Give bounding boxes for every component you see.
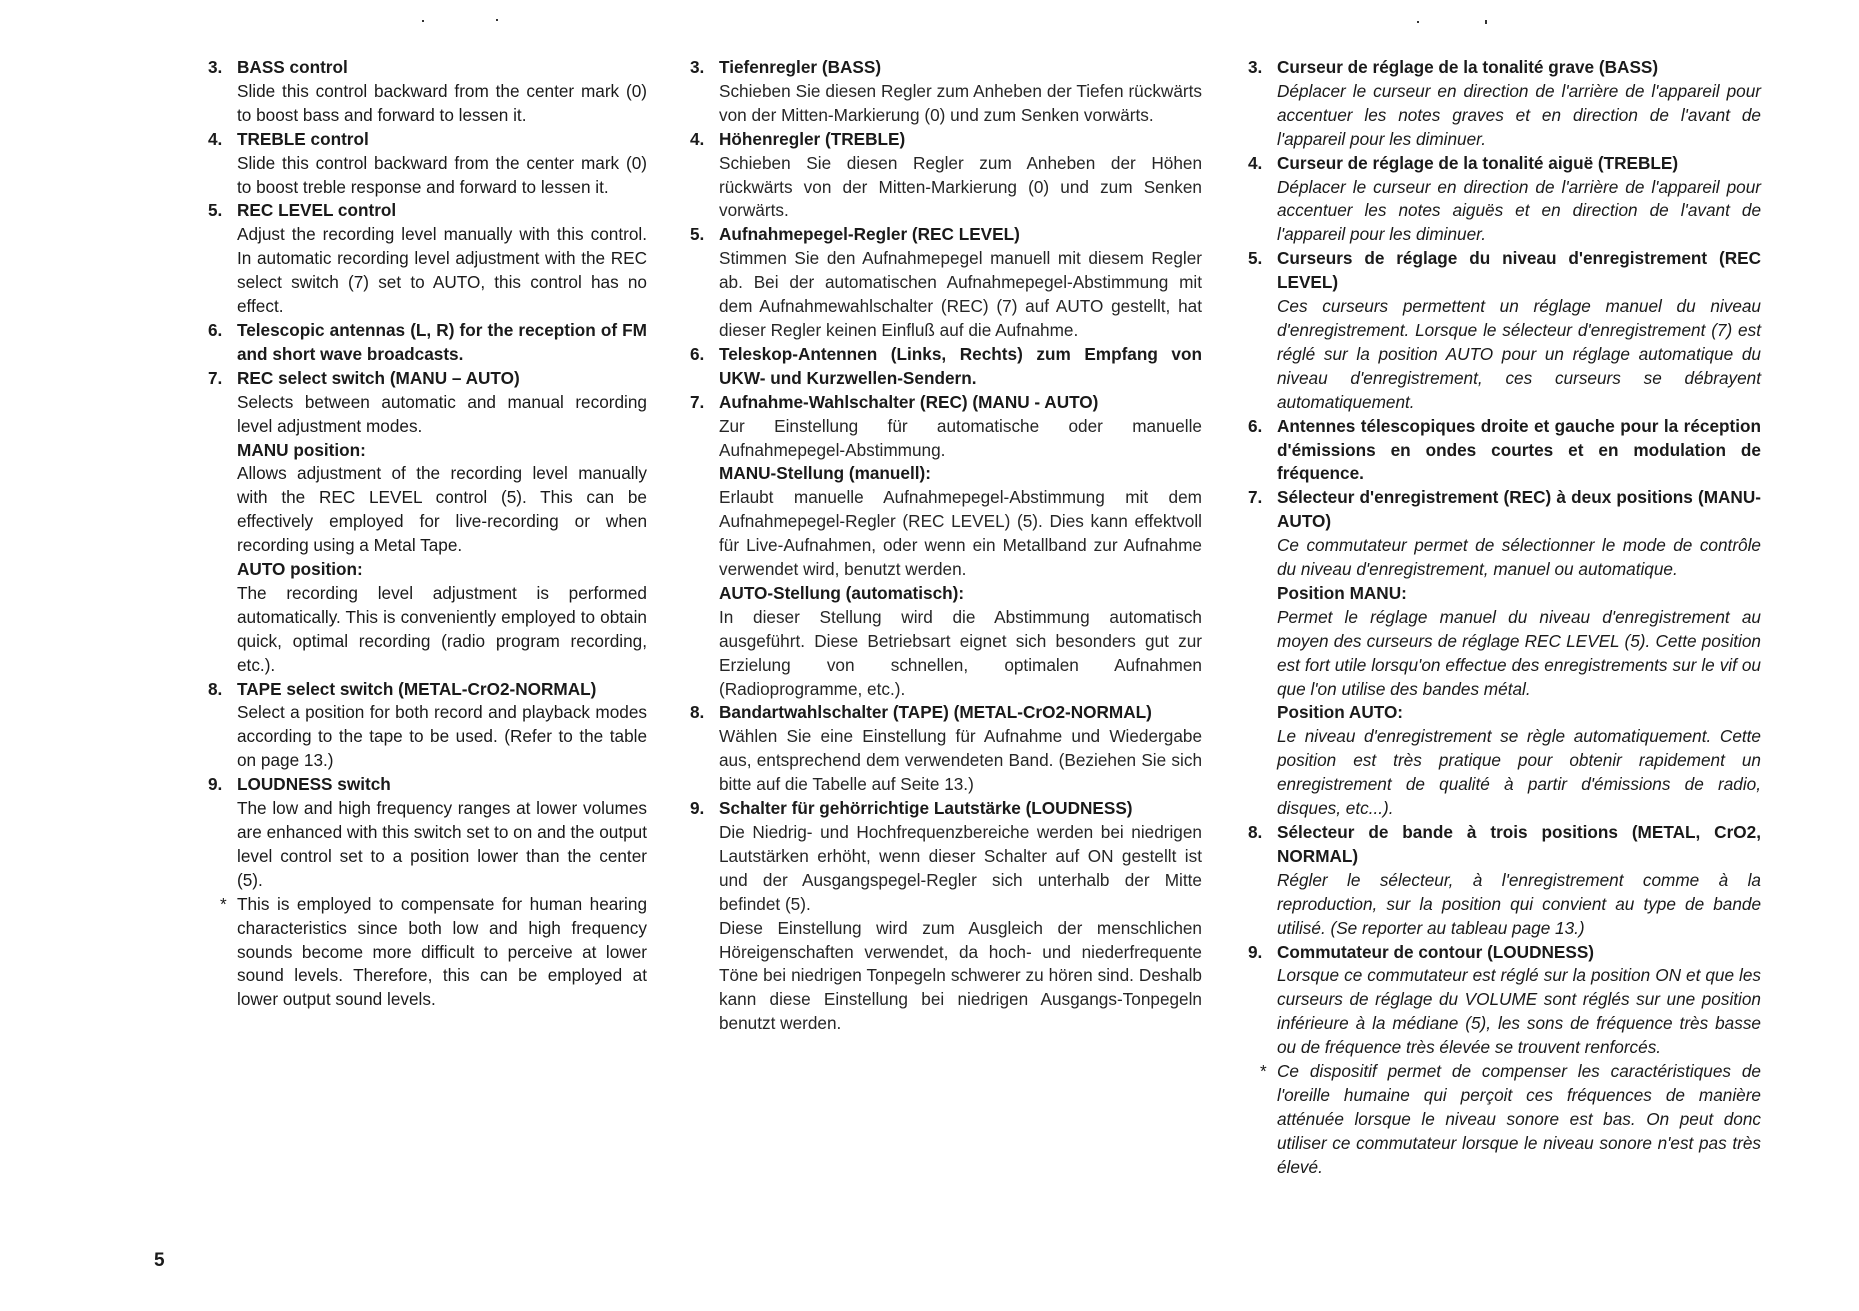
subheading: AUTO-Stellung (automatisch): <box>719 582 965 603</box>
item-heading: Curseur de réglage de la tonalité grave (BASS) <box>1277 57 1659 77</box>
item-body: Ce commutateur permet de sélectionner le mode de contrôle du niveau d'enregistrement, manuel ou automatique. <box>1277 535 1761 580</box>
item-number: 6. <box>1248 415 1263 436</box>
speck <box>422 20 424 22</box>
item-heading: TREBLE control <box>237 128 369 149</box>
list-item <box>690 128 1202 224</box>
item-number: 6. <box>690 343 705 364</box>
item-heading: TAPE select switch (METAL-CrO2-NORMAL) <box>237 678 597 699</box>
item-number: 5. <box>1248 248 1263 269</box>
item-body: Ces curseurs permettent un réglage manuel du niveau d'enregistrement. Lorsque le sélecteur d'enregistrement (7) est réglé sur la position AUTO pour un réglage automatique du niveau d'enregistrement, ces curseurs se débrayent automatiquement. <box>1277 296 1761 412</box>
list-item <box>690 701 1202 797</box>
list-item <box>208 56 647 128</box>
list-item <box>208 773 647 893</box>
item-number: 7. <box>690 391 705 412</box>
sub-body: In dieser Stellung wird die Abstimmung automatisch ausgeführt. Diese Betriebsart eignet sich besonders gut zur Erzielung von schnellen, optimalen Aufnahmen (Radioprogramme, etc.). <box>719 606 1202 699</box>
item-number: 8. <box>1248 822 1263 842</box>
list-item <box>1248 941 1761 1061</box>
item-number: 7. <box>1248 487 1263 508</box>
english-column <box>208 56 647 1012</box>
item-body: Slide this control backward from the center mark (0) to boost treble response and forward to lessen it. <box>237 152 647 197</box>
list-item <box>1248 415 1761 487</box>
item-body: Select a position for both record and playback modes according to the tape to be used. (Refer to the table on page 13.) <box>237 702 647 771</box>
item-body: Lorsque ce commutateur est réglé sur la position ON et que les curseurs de réglage du VOLUME sont réglés sur une position inférieure à la médiane (5), les sons de fréquence très basse ou de fréquence très élevée se trouvent renforcés. <box>1277 965 1761 1058</box>
item-heading: BASS control <box>237 57 348 77</box>
item-body: Régler le sélecteur, à l'enregistrement comme à la reproduction, sur la position qui convient au type de bande utilisé. (Se reporter au tableau page 13.) <box>1277 869 1761 938</box>
item-body: Slide this control backward from the center mark (0) to boost bass and forward to lessen it. <box>237 80 647 125</box>
item-heading: REC LEVEL control <box>237 200 397 221</box>
item-body: Schieben Sie diesen Regler zum Anheben der Höhen rückwärts von der Mitten-Markierung (0) und zum Senken vorwärts. <box>719 152 1202 221</box>
subheading: MANU position: <box>237 439 366 460</box>
french-column <box>1248 56 1761 1180</box>
list-item <box>690 223 1202 343</box>
list-item <box>208 367 647 678</box>
list-item <box>690 56 1202 128</box>
list-item <box>690 391 1202 702</box>
item-heading: Curseurs de réglage du niveau d'enregistrement (REC LEVEL) <box>1277 248 1761 293</box>
list-item <box>208 199 647 319</box>
item-number: 9. <box>1248 941 1263 962</box>
page-number: 5 <box>154 1250 165 1271</box>
item-heading: Sélecteur de bande à trois positions (METAL, CrO2, NORMAL) <box>1277 822 1761 866</box>
item-heading: Curseur de réglage de la tonalité aiguë (TREBLE) <box>1277 152 1679 173</box>
sub-body: The recording level adjustment is performed automatically. This is conveniently employed to obtain quick, optimal recording (radio program recording, etc.). <box>237 582 647 675</box>
sub-body: Allows adjustment of the recording level manually with the REC LEVEL control (5). This can be effectively employed for live-recording or when recording using a Metal Tape. <box>237 463 647 556</box>
item-heading: Aufnahmepegel-Regler (REC LEVEL) <box>719 224 1020 245</box>
item-body: Déplacer le curseur en direction de l'arrière de l'appareil pour accentuer les notes aiguës et en direction de l'avant de l'appareil pour les diminuer. <box>1277 176 1761 245</box>
item-number: 7. <box>208 367 223 388</box>
list-item <box>1248 56 1761 152</box>
item-number: 8. <box>208 678 223 699</box>
item-number: 5. <box>690 224 705 245</box>
item-heading: REC select switch (MANU – AUTO) <box>237 367 520 388</box>
item-body: The low and high frequency ranges at lower volumes are enhanced with this switch set to on and the output level control set to a position lower than the center (5). <box>237 798 647 890</box>
item-heading: Teleskop-Antennen (Links, Rechts) zum Empfang von UKW- und Kurzwellen-Sendern. <box>719 343 1202 388</box>
item-number: 3. <box>208 57 223 77</box>
sub-body: Erlaubt manuelle Aufnahmepegel-Abstimmung mit dem Aufnahmepegel-Regler (REC LEVEL) (5). Dies kann effektvoll für Live-Aufnahmen, oder wenn ein Metallband zur Aufnahme verwendet wird, benutzt werden. <box>719 487 1202 580</box>
list-item <box>208 128 647 200</box>
item-number: 4. <box>208 128 223 149</box>
item-number: 9. <box>690 798 705 819</box>
footnote <box>1248 1060 1761 1180</box>
item-number: 9. <box>208 774 223 795</box>
list-item <box>690 797 1202 1036</box>
item-body: Zur Einstellung für automatische oder manuelle Aufnahmepegel-Abstimmung. <box>719 415 1202 460</box>
item-number: 5. <box>208 200 223 221</box>
subheading: Position MANU: <box>1277 582 1407 603</box>
asterisk-icon: * <box>1260 1061 1267 1082</box>
item-body: Déplacer le curseur en direction de l'arrière de l'appareil pour accentuer les notes graves et en direction de l'avant de l'appareil pour les diminuer. <box>1277 80 1761 149</box>
item-heading: Schalter für gehörrichtige Lautstärke (LOUDNESS) <box>719 798 1133 819</box>
item-heading: Telescopic antennas (L, R) for the reception of FM and short wave broadcasts. <box>237 319 647 364</box>
item-heading: Tiefenregler (BASS) <box>719 57 882 77</box>
subheading: Position AUTO: <box>1277 702 1404 723</box>
german-column <box>690 56 1202 1036</box>
sub-body: Permet le réglage manuel du niveau d'enregistrement au moyen des curseurs de réglage REC LEVEL (5). Cette position est fort utile lorsqu'on effectue des enregistrements sur le vif ou que l'on utilise des bandes métal. <box>1277 606 1761 699</box>
list-item <box>1248 152 1761 248</box>
speck <box>1485 20 1487 24</box>
item-number: 4. <box>1248 152 1263 173</box>
list-item <box>690 343 1202 391</box>
speck <box>496 19 498 21</box>
item-number: 8. <box>690 702 705 723</box>
item-heading: Antennes télescopiques droite et gauche pour la réception d'émissions en ondes courtes et en modulation de fréquence. <box>1277 415 1761 484</box>
item-body-continued: Diese Einstellung wird zum Ausgleich der menschlichen Höreigenschaften verwendet, da hoch- und niederfrequente Töne bei niedrigen Tonpegeln schwerer zu hören sind. Deshalb kann diese Einstellung bei niedrigen Ausgangs-Tonpegeln benutzt werden. <box>719 917 1202 1034</box>
sub-body: Le niveau d'enregistrement se règle automatiquement. Cette position est très pratique pour obtenir rapidement un enregistrement de qualité à partir d'émissions de radio, disques, etc...). <box>1277 726 1761 819</box>
subheading: MANU-Stellung (manuell): <box>719 463 931 484</box>
item-body: Schieben Sie diesen Regler zum Anheben der Tiefen rückwärts von der Mitten-Markierung (0) und zum Senken vorwärts. <box>719 80 1202 125</box>
list-item <box>1248 486 1761 821</box>
item-body: Selects between automatic and manual recording level adjustment modes. <box>237 391 647 436</box>
subheading: AUTO position: <box>237 559 363 580</box>
item-body: Adjust the recording level manually with this control. In automatic recording level adjustment with the REC select switch (7) set to AUTO, this control has no effect. <box>237 224 647 317</box>
speck <box>1417 21 1419 23</box>
item-heading: Aufnahme-Wahlschalter (REC) (MANU - AUTO) <box>719 391 1099 412</box>
item-number: 6. <box>208 319 223 340</box>
footnote-text: Ce dispositif permet de compenser les caractéristiques de l'oreille humaine qui perçoit ces fréquences de manière atténuée lorsque le niveau sonore est bas. On peut donc utiliser ce commutateur lorsque le niveau sonore n'est pas très élevé. <box>1277 1061 1761 1177</box>
item-body: Stimmen Sie den Aufnahmepegel manuell mit diesem Regler ab. Bei der automatischen Aufnahmepegel-Abstimmung mit dem Aufnahmewahlschalter (REC) (7) auf AUTO gestellt, hat dieser Regler keinen Einfluß auf die Aufnahme. <box>719 248 1202 340</box>
list-item <box>208 319 647 367</box>
asterisk-icon: * <box>220 893 227 914</box>
item-body: Wählen Sie eine Einstellung für Aufnahme und Wiedergabe aus, entsprechend dem verwendeten Band. (Beziehen Sie sich bitte auf die Tabelle auf Seite 13.) <box>719 726 1202 795</box>
list-item <box>1248 247 1761 414</box>
item-number: 3. <box>1248 57 1263 77</box>
item-heading: LOUDNESS switch <box>237 774 391 795</box>
item-heading: Sélecteur d'enregistrement (REC) à deux positions (MANU-AUTO) <box>1277 487 1761 532</box>
item-heading: Höhenregler (TREBLE) <box>719 128 906 149</box>
list-item <box>208 678 647 774</box>
item-heading: Bandartwahlschalter (TAPE) (METAL-CrO2-NORMAL) <box>719 702 1152 723</box>
item-number: 4. <box>690 128 705 149</box>
item-heading: Commutateur de contour (LOUDNESS) <box>1277 941 1595 962</box>
footnote <box>208 893 647 1013</box>
item-number: 3. <box>690 57 705 77</box>
list-item <box>1248 821 1761 941</box>
item-body: Die Niedrig- und Hochfrequenzbereiche werden bei niedrigen Lautstärken erhöht, wenn dieser Schalter auf ON gestellt ist und der Ausgangspegel-Regler sich unterhalb der Mitte befindet (5). <box>719 822 1202 914</box>
footnote-text: This is employed to compensate for human hearing characteristics since both low and high frequency sounds become more difficult to perceive at lower sound levels. Therefore, this can be employed at lower output sound levels. <box>237 893 647 1010</box>
